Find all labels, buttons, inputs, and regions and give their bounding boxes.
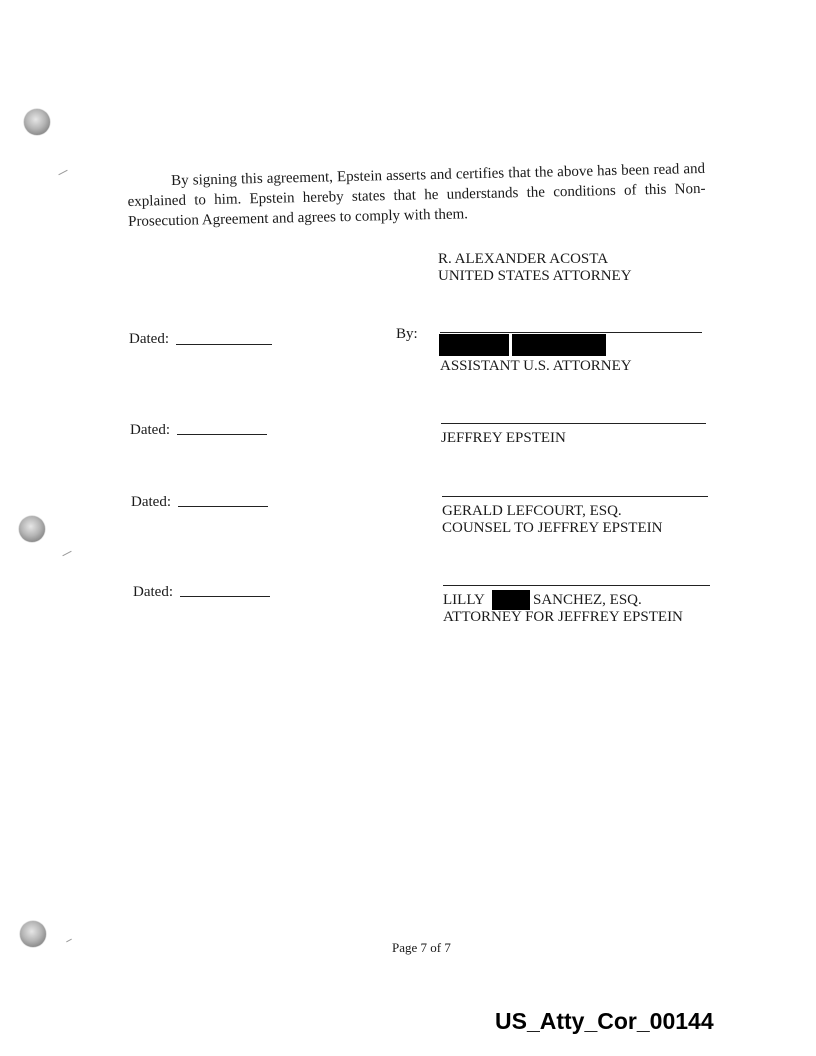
date-blank [178, 506, 268, 507]
redaction-block [492, 590, 530, 610]
signatory-name: JEFFREY EPSTEIN [441, 430, 566, 446]
signature-line [441, 423, 706, 424]
punch-hole [19, 516, 45, 542]
signatory-title: ATTORNEY FOR JEFFREY EPSTEIN [443, 609, 683, 625]
dated-label: Dated: [131, 494, 171, 510]
date-blank [177, 434, 267, 435]
signature-line [440, 332, 702, 333]
scan-speck [62, 551, 71, 557]
scan-speck [58, 170, 67, 176]
dated-label: Dated: [130, 422, 170, 438]
signatory-first-name: LILLY [443, 592, 485, 608]
dated-label: Dated: [133, 584, 173, 600]
redaction-block [512, 334, 606, 356]
bates-number: US_Atty_Cor_00144 [495, 1008, 714, 1034]
date-blank [180, 596, 270, 597]
by-label: By: [396, 326, 418, 342]
signatory-last-name: SANCHEZ, ESQ. [533, 592, 642, 608]
us-attorney-title: UNITED STATES ATTORNEY [438, 268, 632, 284]
signature-line [443, 585, 710, 586]
scan-speck [66, 939, 72, 943]
date-blank [176, 344, 272, 345]
punch-hole [24, 109, 50, 135]
signatory-title: COUNSEL TO JEFFREY EPSTEIN [442, 520, 663, 536]
punch-hole [20, 921, 46, 947]
signature-line [442, 496, 708, 497]
us-attorney-name: R. ALEXANDER ACOSTA [438, 251, 609, 267]
acknowledgement-text: By signing this agreement, Epstein asserts and certifies that the above has been read and explained to him. Epstein hereby states that he understands the conditions of this Non-Prosecution Agreement and agrees to comply with them. [127, 160, 706, 230]
signatory-title: ASSISTANT U.S. ATTORNEY [440, 358, 632, 374]
redaction-block [439, 334, 509, 356]
dated-label: Dated: [129, 331, 169, 347]
acknowledgement-paragraph [127, 159, 706, 232]
signatory-name: GERALD LEFCOURT, ESQ. [442, 503, 622, 519]
page-number: Page 7 of 7 [392, 940, 451, 955]
